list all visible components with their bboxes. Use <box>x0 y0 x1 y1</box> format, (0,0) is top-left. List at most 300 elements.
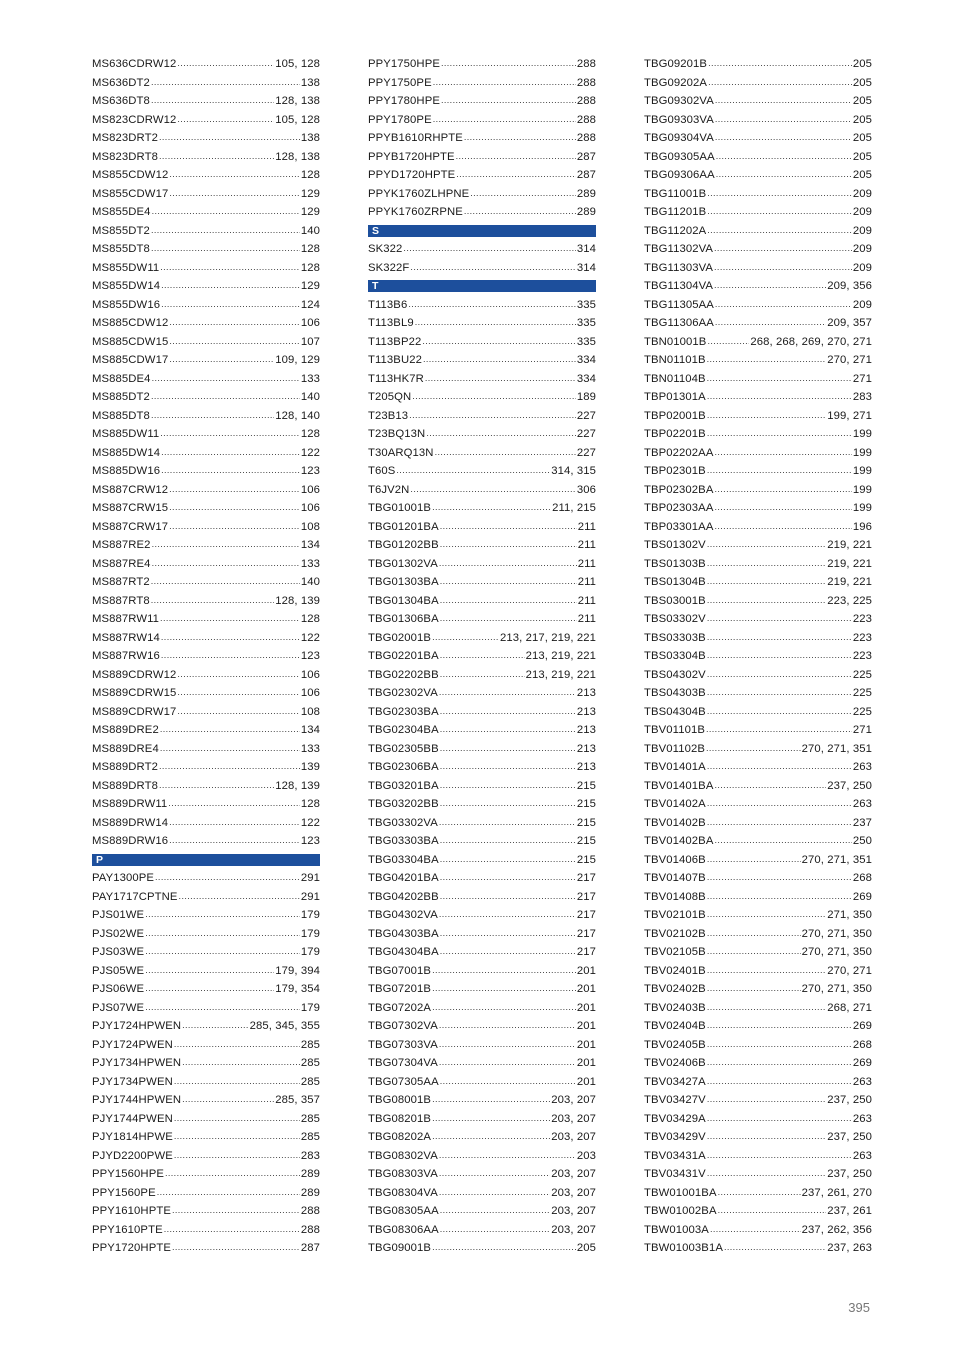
product-code: MS855CDW12 <box>92 169 169 181</box>
product-code: TBV02404B <box>644 1020 706 1032</box>
page-references: 209, 357 <box>827 317 872 329</box>
product-code: TBS04303B <box>644 687 706 699</box>
product-code: MS887CRW15 <box>92 502 169 514</box>
product-code: TBG11201B <box>644 206 707 218</box>
section-letter-header: P <box>92 854 320 866</box>
index-entry <box>368 666 596 685</box>
product-code: TBG03302VA <box>368 816 438 829</box>
index-entry <box>92 758 320 777</box>
product-code: TBP02302BA <box>644 483 714 496</box>
page-references: 140 <box>300 224 320 237</box>
index-entry <box>92 1147 320 1166</box>
product-code: MS889DRW16 <box>92 835 169 847</box>
dot-leader <box>145 961 274 980</box>
page-references: 215 <box>576 853 596 866</box>
dot-leader <box>707 406 826 425</box>
index-entry <box>644 758 872 777</box>
dot-leader <box>464 128 576 147</box>
dot-leader <box>441 91 576 110</box>
page-references: 306 <box>576 483 596 496</box>
product-code: TBG09303VA <box>644 113 714 126</box>
page-references: 106 <box>300 317 320 329</box>
index-entry <box>368 814 596 833</box>
dot-leader <box>415 313 576 332</box>
index-entry <box>92 388 320 407</box>
dot-leader <box>426 424 576 443</box>
dot-leader <box>159 776 274 795</box>
dot-leader <box>440 591 577 610</box>
index-entry <box>644 388 872 407</box>
page-references: 335 <box>576 335 596 348</box>
page-references: 205 <box>852 150 872 163</box>
page-references: 134 <box>300 539 320 551</box>
product-code: TBG09305AA <box>644 150 715 163</box>
index-entry <box>644 943 872 962</box>
index-entry <box>368 203 596 222</box>
index-entry <box>92 1091 320 1110</box>
product-code: TBS01303B <box>644 557 706 570</box>
product-code: TBG04202BB <box>368 890 439 903</box>
page-references: 133 <box>300 742 320 755</box>
dot-leader <box>169 813 300 832</box>
page-references: 268, 268, 269, 270, 271 <box>750 335 872 348</box>
product-code: TBV01408B <box>644 890 706 903</box>
dot-leader <box>440 831 576 850</box>
index-entry <box>92 573 320 592</box>
dot-leader <box>174 1146 300 1165</box>
index-entry <box>368 388 596 407</box>
dot-leader <box>152 202 300 221</box>
page-references: 213 <box>576 724 596 736</box>
page-references: 128, 139 <box>275 779 320 792</box>
dot-leader <box>714 517 851 536</box>
dot-leader <box>707 184 852 203</box>
dot-leader <box>707 1072 852 1091</box>
page-references: 237, 250 <box>827 1094 872 1106</box>
index-entry <box>368 1165 596 1184</box>
product-code: TBW01001BA <box>644 1186 717 1199</box>
dot-leader <box>174 1035 300 1054</box>
product-code: MS855DW11 <box>92 261 160 274</box>
page-references: 134 <box>300 724 320 736</box>
page-references: 123 <box>300 465 320 477</box>
product-code: TBG09202A <box>644 76 708 89</box>
product-code: TBG07001B <box>368 964 432 977</box>
page-references: 209 <box>852 243 872 255</box>
page-references: 211, 215 <box>552 502 596 514</box>
product-code: TBG08305AA <box>368 1205 439 1217</box>
page-references: 201 <box>576 964 596 977</box>
index-entry <box>644 777 872 796</box>
dot-leader <box>714 480 851 499</box>
product-code: MS889CDRW17 <box>92 705 177 718</box>
index-entry <box>368 240 596 259</box>
page-references: 209 <box>852 224 872 237</box>
dot-leader <box>715 91 852 110</box>
product-code: TBS01304B <box>644 576 706 588</box>
page-references: 203, 207 <box>551 1094 596 1106</box>
page-references: 223 <box>852 650 872 662</box>
product-code: T113BL9 <box>368 317 414 329</box>
product-code: MS636DT8 <box>92 95 150 107</box>
dot-leader <box>707 202 852 221</box>
dot-leader <box>707 369 852 388</box>
dot-leader <box>425 369 576 388</box>
index-entry <box>92 55 320 74</box>
product-code: TBS03302V <box>644 613 706 625</box>
index-entry <box>368 185 596 204</box>
page-references: 128, 138 <box>275 95 320 107</box>
product-code: TBG01306BA <box>368 613 439 625</box>
dot-leader <box>439 1035 576 1054</box>
page-references: 314 <box>576 243 596 255</box>
index-entry <box>92 166 320 185</box>
dot-leader <box>456 165 576 184</box>
page-references: 288 <box>300 1205 320 1217</box>
product-code: MS823DRT2 <box>92 132 158 144</box>
index-entry <box>644 370 872 389</box>
index-entry <box>92 444 320 463</box>
index-entry <box>368 314 596 333</box>
index-entry <box>644 869 872 888</box>
page-references: 213 <box>576 705 596 718</box>
product-code: PPY1780HPE <box>368 95 440 107</box>
dot-leader <box>706 739 801 758</box>
dot-leader <box>172 1238 300 1257</box>
page-references: 128 <box>300 613 320 625</box>
index-entry <box>92 74 320 93</box>
product-code: TBV02102B <box>644 927 706 940</box>
product-code: PJY1734HPWEN <box>92 1057 182 1069</box>
dot-leader <box>161 628 300 647</box>
dot-leader <box>707 665 852 684</box>
dot-leader <box>707 332 749 351</box>
index-entry <box>644 925 872 944</box>
product-code: TBP02303AA <box>644 502 714 514</box>
product-code: PAY1300PE <box>92 872 155 884</box>
page-references: 199 <box>852 428 872 440</box>
product-code: TBG03201BA <box>368 779 439 792</box>
index-entry <box>92 1110 320 1129</box>
index-entry <box>368 55 596 74</box>
product-code: TBG11302VA <box>644 243 714 255</box>
product-code: PPY1610HPTE <box>92 1205 171 1217</box>
index-entry <box>368 592 596 611</box>
page-references: 270, 271, 351 <box>801 853 872 866</box>
product-code: MS887RT8 <box>92 594 150 607</box>
product-code: PPY1560HPE <box>92 1168 164 1180</box>
dot-leader <box>714 498 851 517</box>
dot-leader <box>169 517 300 536</box>
dot-leader <box>440 646 525 665</box>
page-references: 285 <box>300 1057 320 1069</box>
page-references: 179 <box>300 927 320 940</box>
index-entry <box>368 425 596 444</box>
product-code: TBG01201BA <box>368 520 439 533</box>
dot-leader <box>161 443 300 462</box>
product-code: PPY1720HPTE <box>92 1242 171 1254</box>
index-entry <box>368 1221 596 1240</box>
section-letter-header: T <box>368 280 596 292</box>
index-entry <box>92 703 320 722</box>
index-entry <box>368 259 596 278</box>
index-entry <box>368 1017 596 1036</box>
index-entry <box>368 370 596 389</box>
page-references: 263 <box>852 1149 872 1162</box>
page-references: 129 <box>300 280 320 292</box>
dot-leader <box>440 720 576 739</box>
page-references: 237, 250 <box>827 1131 872 1143</box>
dot-leader <box>432 1127 550 1146</box>
page-references: 213, 217, 219, 221 <box>499 631 596 644</box>
dot-leader <box>707 628 852 647</box>
page-references: 217 <box>576 927 596 940</box>
index-entry <box>92 1184 320 1203</box>
dot-leader <box>403 239 575 258</box>
page-references: 213, 219, 221 <box>525 650 596 662</box>
product-code: TBG11303VA <box>644 261 714 274</box>
product-code: PPY1610PTE <box>92 1223 163 1236</box>
product-code: TBV03427V <box>644 1094 706 1106</box>
dot-leader <box>707 424 852 443</box>
page-references: 108 <box>300 705 320 718</box>
product-code: MS885CDW12 <box>92 317 169 329</box>
index-entry <box>644 684 872 703</box>
index-entry <box>92 629 320 648</box>
index-entry <box>368 1110 596 1129</box>
page-references: 270, 271 <box>827 964 872 977</box>
index-entry <box>92 999 320 1018</box>
index-entry <box>368 962 596 981</box>
page-references: 199 <box>852 446 872 459</box>
page-references: 289 <box>300 1186 320 1199</box>
index-entry <box>644 740 872 759</box>
page-references: 128 <box>300 243 320 255</box>
page-references: 270, 271, 351 <box>801 742 872 755</box>
dot-leader <box>432 998 576 1017</box>
page-references: 205 <box>852 113 872 126</box>
index-entry <box>368 684 596 703</box>
dot-leader <box>151 239 300 258</box>
dot-leader <box>439 683 576 702</box>
page-references: 203, 207 <box>551 1223 596 1236</box>
dot-leader <box>440 739 576 758</box>
index-entry <box>368 296 596 315</box>
page-references: 128 <box>300 261 320 274</box>
page-references: 123 <box>300 650 320 662</box>
product-code: PJY1724PWEN <box>92 1038 173 1051</box>
index-entry <box>644 314 872 333</box>
index-entry <box>92 684 320 703</box>
dot-leader <box>174 1127 300 1146</box>
dot-leader <box>177 110 274 129</box>
dot-leader <box>396 461 550 480</box>
product-code: TBV03431V <box>644 1168 706 1180</box>
dot-leader <box>160 720 300 739</box>
dot-leader <box>440 868 576 887</box>
product-code: T23BQ13N <box>368 428 426 440</box>
index-entry <box>92 832 320 851</box>
index-entry <box>368 129 596 148</box>
page-references: 213, 219, 221 <box>525 668 596 681</box>
product-code: TBG04304BA <box>368 946 439 958</box>
dot-leader <box>159 757 300 776</box>
page-references: 211 <box>577 613 596 625</box>
index-entry <box>644 795 872 814</box>
dot-leader <box>707 646 852 665</box>
dot-leader <box>707 1090 826 1109</box>
product-code: MS887RW16 <box>92 650 160 662</box>
product-code: PPY1750PE <box>368 76 432 89</box>
index-entry <box>368 1091 596 1110</box>
page-references: 237, 250 <box>827 779 872 792</box>
page-references: 205 <box>852 76 872 89</box>
dot-leader <box>707 702 852 721</box>
page-references: 288 <box>576 95 596 107</box>
page-references: 217 <box>576 890 596 903</box>
dot-leader <box>151 73 300 92</box>
dot-leader <box>164 1220 300 1239</box>
dot-leader <box>707 813 852 832</box>
page-references: 211 <box>577 576 596 588</box>
index-entry <box>368 758 596 777</box>
product-code: PJS05WE <box>92 964 145 977</box>
page-references: 133 <box>300 372 320 385</box>
dot-leader <box>724 1238 826 1257</box>
index-entry <box>644 518 872 537</box>
page-references: 291 <box>300 890 320 903</box>
index-entry <box>92 555 320 574</box>
index-entry <box>368 555 596 574</box>
index-entry <box>92 1165 320 1184</box>
index-entry <box>644 573 872 592</box>
dot-leader <box>432 1090 550 1109</box>
page-references: 209 <box>852 187 872 200</box>
product-code: PJY1744HPWEN <box>92 1094 182 1106</box>
page-references: 199 <box>852 465 872 477</box>
dot-leader <box>707 683 852 702</box>
product-code: PPYK1760ZLHPNE <box>368 187 470 200</box>
product-code: MS889CDRW15 <box>92 687 177 699</box>
page-references: 139 <box>300 761 320 773</box>
index-entry <box>644 647 872 666</box>
index-entry <box>92 721 320 740</box>
page-references: 205 <box>852 169 872 181</box>
index-entry <box>368 1073 596 1092</box>
product-code: TBV01101B <box>644 724 705 736</box>
index-entry <box>644 333 872 352</box>
page-references: 237 <box>852 816 872 829</box>
page-references: 138 <box>300 76 320 89</box>
index-entry <box>644 481 872 500</box>
index-entry <box>368 462 596 481</box>
index-entry <box>92 647 320 666</box>
index-entry <box>368 1147 596 1166</box>
index-entry <box>92 740 320 759</box>
page-references: 203, 207 <box>551 1168 596 1180</box>
page-references: 209 <box>852 298 872 311</box>
product-code: TBV01402B <box>644 816 706 829</box>
dot-leader <box>715 295 852 314</box>
dot-leader <box>169 313 300 332</box>
dot-leader <box>707 387 852 406</box>
dot-leader <box>714 276 826 295</box>
dot-leader <box>168 794 300 813</box>
product-code: TBS04304B <box>644 705 706 718</box>
page-references: 196 <box>852 520 872 533</box>
page-references: 128 <box>300 428 320 440</box>
page-references: 285 <box>300 1038 320 1051</box>
page-references: 335 <box>576 317 596 329</box>
dot-leader <box>456 147 576 166</box>
index-entry <box>368 795 596 814</box>
index-entry <box>644 203 872 222</box>
dot-leader <box>707 572 826 591</box>
product-code: TBG08304VA <box>368 1186 438 1199</box>
page-references: 335 <box>576 298 596 311</box>
index-entry <box>644 129 872 148</box>
index-entry <box>644 980 872 999</box>
product-code: TBN01001B <box>644 335 707 348</box>
page-references: 205 <box>852 58 872 70</box>
dot-leader <box>707 850 801 869</box>
product-code: T113HK7R <box>368 372 424 385</box>
page-references: 106 <box>300 502 320 514</box>
product-code: MS885DW11 <box>92 428 160 440</box>
product-code: T113B6 <box>368 298 408 311</box>
index-entry <box>92 481 320 500</box>
product-code: TBG07201B <box>368 983 432 995</box>
index-entry <box>92 1202 320 1221</box>
product-code: PJY1724HPWEN <box>92 1020 182 1032</box>
page-references: 129 <box>300 206 320 218</box>
page-references: 179 <box>300 1001 320 1014</box>
product-code: T23B13 <box>368 409 409 422</box>
page-references: 291 <box>300 872 320 884</box>
dot-leader <box>707 221 852 240</box>
index-column-1 <box>92 55 320 1258</box>
product-code: TBP02201B <box>644 428 706 440</box>
index-entry <box>644 1184 872 1203</box>
product-code: TBN01101B <box>644 354 706 366</box>
dot-leader <box>432 628 499 647</box>
index-entry <box>368 888 596 907</box>
dot-leader <box>182 1053 300 1072</box>
index-entry <box>368 740 596 759</box>
dot-leader <box>161 646 300 665</box>
dot-leader <box>440 702 576 721</box>
product-code: TBV02402B <box>644 983 706 995</box>
page-references: 108 <box>300 520 320 533</box>
product-code: MS885DW14 <box>92 446 161 459</box>
product-code: PJY1734PWEN <box>92 1075 173 1088</box>
dot-leader <box>160 609 300 628</box>
product-code: SK322F <box>368 261 410 274</box>
index-entry <box>92 795 320 814</box>
product-code: PPYD1720HPTE <box>368 169 456 181</box>
page-references: 203, 207 <box>551 1205 596 1217</box>
dot-leader <box>161 295 300 314</box>
dot-leader <box>152 554 300 573</box>
product-code: TBV03431A <box>644 1149 706 1162</box>
product-code: TBS04302V <box>644 668 706 681</box>
index-entry <box>368 943 596 962</box>
dot-leader <box>161 276 300 295</box>
page-references: 225 <box>852 687 872 699</box>
product-code: TBG07302VA <box>368 1020 438 1032</box>
page-references: 128 <box>300 169 320 181</box>
dot-leader <box>160 424 300 443</box>
